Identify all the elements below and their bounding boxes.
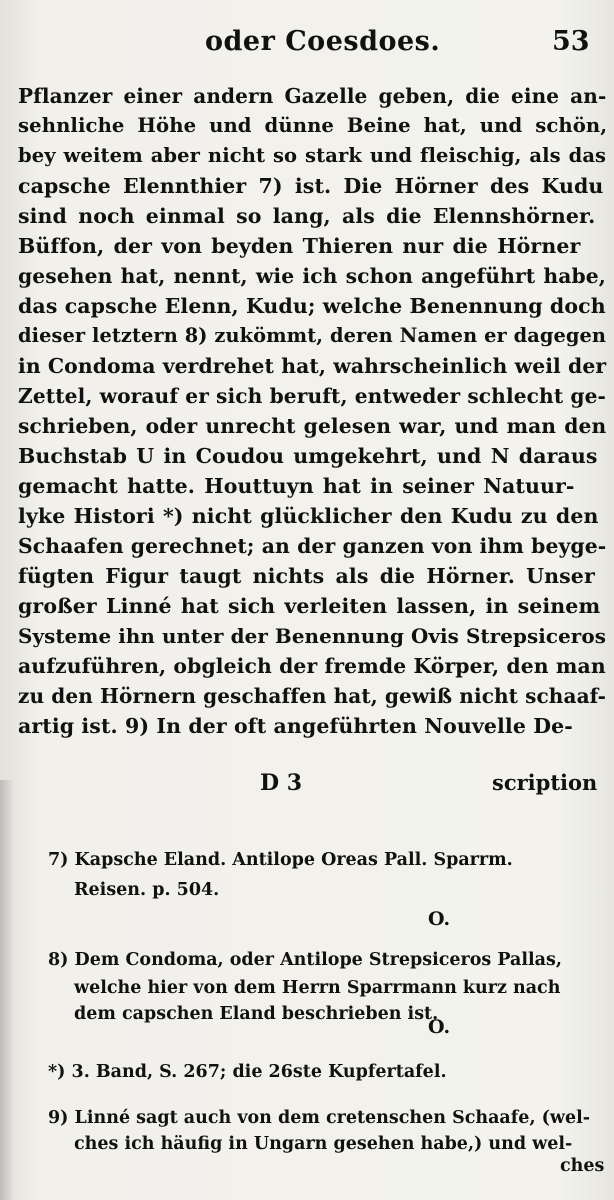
text-line: Systeme ihn unter der Benennung Ovis Strepsiceros: [18, 624, 606, 648]
text-line: aufzuführen, obgleich der fremde Körper, den man: [18, 654, 606, 678]
text-line: schrieben, oder unrecht gelesen war, und man den: [18, 414, 607, 438]
text-line: großer Linné hat sich verleiten lassen, in seinem: [18, 594, 601, 618]
text-line: lyke Histori *) nicht glücklicher den Kudu zu den: [18, 504, 599, 528]
text-line: in Condoma verdrehet hat, wahrscheinlich weil der: [18, 354, 607, 378]
footnote-line: dem capschen Eland beschrieben ist.: [74, 1004, 439, 1024]
text-line: gesehen hat, nennt, wie ich schon angeführt habe,: [18, 264, 606, 288]
text-line: zu den Hörnern geschaffen hat, gewiß nicht schaaf-: [18, 684, 607, 708]
footnote-signature: O.: [428, 1016, 451, 1038]
signature-mark: D 3: [260, 770, 303, 796]
text-line: sehnliche Höhe und dünne Beine hat, und schön,: [18, 114, 608, 137]
text-line: das capsche Elenn, Kudu; welche Benennung doch: [18, 294, 606, 318]
text-line: fügten Figur taugt nichts als die Hörner. Unser: [18, 564, 595, 588]
footnote-line: ches ich häufig in Ungarn gesehen habe,) und wel-: [74, 1134, 573, 1154]
footnote-line: welche hier von dem Herrn Sparrmann kurz nach: [74, 978, 561, 998]
footnote-line: Reisen. p. 504.: [74, 880, 220, 900]
text-line: Büffon, der von beyden Thieren nur die Hörner: [18, 234, 581, 258]
running-head: oder Coesdoes.: [205, 26, 441, 57]
text-line: Zettel, worauf er sich beruft, entweder schlecht ge-: [18, 384, 607, 408]
footnote-line: 8) Dem Condoma, oder Antilope Strepsiceros Pallas,: [48, 950, 562, 970]
page-number: 53: [552, 26, 590, 57]
text-line: Buchstab U in Coudou umgekehrt, und N daraus: [18, 444, 598, 468]
footnote-line: 9) Linné sagt auch von dem cretenschen Schaafe, (wel-: [48, 1108, 591, 1128]
footnote-catchword: ches: [560, 1156, 605, 1176]
text-line: bey weitem aber nicht so stark und fleischig, als das: [18, 144, 607, 167]
text-line: Pflanzer einer andern Gazelle geben, die eine an-: [18, 84, 607, 108]
footnote-line: *) 3. Band, S. 267; die 26ste Kupfertafel.: [48, 1062, 447, 1082]
signature-row: [0, 770, 614, 804]
page-header: [0, 22, 614, 62]
page-edge-shadow: [0, 780, 14, 1200]
footnote-line: 7) Kapsche Eland. Antilope Oreas Pall. Sparrm.: [48, 850, 513, 870]
text-line: gemacht hatte. Houttuyn hat in seiner Natuur-: [18, 474, 575, 498]
footnote-signature: O.: [428, 908, 451, 930]
text-line: capsche Elennthier 7) ist. Die Hörner des Kudu: [18, 174, 604, 198]
text-line: sind noch einmal so lang, als die Elennshörner.: [18, 204, 596, 228]
catchword: scription: [492, 770, 598, 795]
text-line: Schaafen gerechnet; an der ganzen von ihm beyge-: [18, 534, 607, 558]
text-line: artig ist. 9) In der oft angeführten Nouvelle De-: [18, 714, 573, 738]
text-line: dieser letztern 8) zukömmt, deren Namen er dagegen: [18, 324, 607, 347]
